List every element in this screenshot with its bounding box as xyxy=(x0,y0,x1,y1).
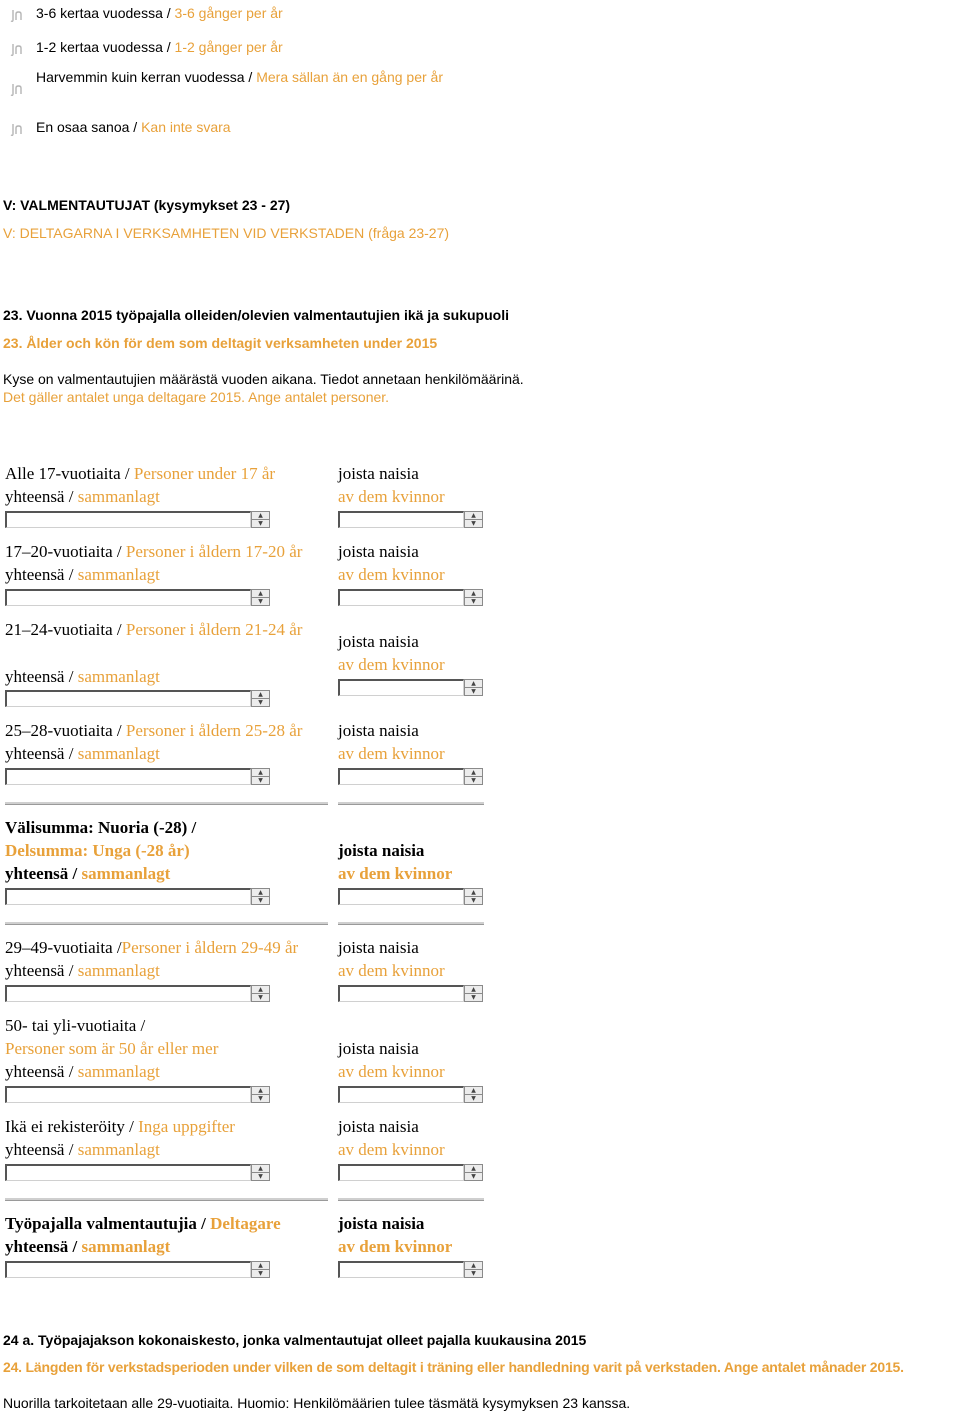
stepper-buttons[interactable] xyxy=(464,888,483,905)
stepper-buttons[interactable] xyxy=(251,690,270,707)
decrement-icon[interactable]: ▼ xyxy=(258,994,263,1001)
divider xyxy=(5,802,328,805)
women-label: joista naisia av dem kvinnor xyxy=(338,1039,445,1081)
divider xyxy=(5,1198,328,1201)
stepper-buttons[interactable] xyxy=(464,768,483,785)
increment-icon[interactable]: ▲ xyxy=(252,512,269,520)
decrement-icon[interactable]: ▼ xyxy=(258,897,263,904)
women-stepper[interactable] xyxy=(338,511,483,528)
women-label: joista naisia av dem kvinnor xyxy=(338,1117,445,1159)
total-stepper[interactable] xyxy=(5,690,270,707)
question-note-sv: Det gäller antalet unga deltagare 2015. Ange antalet personer. xyxy=(3,389,390,405)
increment-icon[interactable]: ▲ xyxy=(465,769,482,777)
age-group-label: 50- tai yli-vuotiaita / Personer som är 50 år eller mer yhteensä / sammanlagt xyxy=(5,1016,219,1081)
increment-icon[interactable]: ▲ xyxy=(252,1165,269,1173)
total-input[interactable] xyxy=(5,1086,251,1103)
women-stepper[interactable] xyxy=(338,1086,483,1103)
radio-label: En osaa sanoa / Kan inte svara xyxy=(36,119,231,135)
women-stepper[interactable] xyxy=(338,1261,483,1278)
increment-icon[interactable]: ▲ xyxy=(252,1087,269,1095)
stepper-buttons[interactable] xyxy=(464,1086,483,1103)
decrement-icon[interactable]: ▼ xyxy=(258,520,263,527)
increment-icon[interactable]: ▲ xyxy=(465,512,482,520)
stepper-buttons[interactable] xyxy=(464,511,483,528)
increment-icon[interactable]: ▲ xyxy=(465,590,482,598)
stepper-buttons[interactable] xyxy=(251,511,270,528)
decrement-icon[interactable]: ▼ xyxy=(258,1095,263,1102)
subtotal-stepper[interactable] xyxy=(5,888,270,905)
stepper-buttons[interactable] xyxy=(251,1086,270,1103)
stepper-buttons[interactable] xyxy=(251,589,270,606)
women-stepper[interactable] xyxy=(338,679,483,696)
women-stepper[interactable] xyxy=(338,768,483,785)
women-stepper[interactable] xyxy=(338,985,483,1002)
women-stepper[interactable] xyxy=(338,589,483,606)
women-label: joista naisia av dem kvinnor xyxy=(338,542,445,584)
question-title: 24 a. Työpajajakson kokonaiskesto, jonka valmentautujat olleet pajalla kuukausina 2015 xyxy=(3,1332,587,1348)
decrement-icon[interactable]: ▼ xyxy=(258,1173,263,1180)
radio-label: 3-6 kertaa vuodessa / 3-6 gånger per år xyxy=(36,5,283,21)
increment-icon[interactable]: ▲ xyxy=(252,691,269,699)
stepper-buttons[interactable] xyxy=(464,679,483,696)
total-input[interactable] xyxy=(5,589,251,606)
total-stepper[interactable] xyxy=(5,768,270,785)
women-label: joista naisia av dem kvinnor xyxy=(338,464,445,506)
decrement-icon[interactable]: ▼ xyxy=(471,994,476,1001)
radio-icon[interactable] xyxy=(9,41,23,57)
women-input[interactable] xyxy=(338,511,464,528)
age-group-label: Ikä ei rekisteröity / Inga uppgifter yhteensä / sammanlagt xyxy=(5,1117,235,1159)
stepper-buttons[interactable] xyxy=(464,1261,483,1278)
decrement-icon[interactable]: ▼ xyxy=(471,777,476,784)
decrement-icon[interactable]: ▼ xyxy=(258,1270,263,1277)
women-label: joista naisia av dem kvinnor xyxy=(338,1214,453,1256)
subtotal-label: Välisumma: Nuoria (-28) / Delsumma: Unga (-28 år) yhteensä / sammanlagt xyxy=(5,818,197,883)
grand-total-stepper[interactable] xyxy=(5,1261,270,1278)
increment-icon[interactable]: ▲ xyxy=(252,769,269,777)
section-title-sv: V: DELTAGARNA I VERKSAMHETEN VID VERKSTADEN (fråga 23-27) xyxy=(3,225,450,241)
women-input[interactable] xyxy=(338,1261,464,1278)
total-input[interactable] xyxy=(5,1164,251,1181)
women-label: joista naisia av dem kvinnor xyxy=(338,938,445,980)
decrement-icon[interactable]: ▼ xyxy=(258,699,263,706)
women-stepper[interactable] xyxy=(338,888,483,905)
total-input[interactable] xyxy=(5,1261,251,1278)
radio-label: 1-2 kertaa vuodessa / 1-2 gånger per år xyxy=(36,39,283,55)
section-title: V: VALMENTAUTUJAT (kysymykset 23 - 27) xyxy=(3,197,291,213)
total-label: yhteensä / sammanlagt xyxy=(5,667,160,686)
divider xyxy=(5,922,328,925)
age-group-label: Alle 17-vuotiaita / Personer under 17 år yhteensä / sammanlagt xyxy=(5,464,276,506)
increment-icon[interactable]: ▲ xyxy=(465,680,482,688)
divider xyxy=(338,922,484,925)
total-stepper[interactable] xyxy=(5,511,270,528)
total-input[interactable] xyxy=(5,511,251,528)
decrement-icon[interactable]: ▼ xyxy=(471,1270,476,1277)
women-input[interactable] xyxy=(338,1086,464,1103)
decrement-icon[interactable]: ▼ xyxy=(471,598,476,605)
women-label: joista naisia av dem kvinnor xyxy=(338,632,445,674)
total-stepper[interactable] xyxy=(5,1164,270,1181)
increment-icon[interactable]: ▲ xyxy=(465,1087,482,1095)
total-input[interactable] xyxy=(5,985,251,1002)
stepper-buttons[interactable] xyxy=(464,589,483,606)
women-input[interactable] xyxy=(338,679,464,696)
grand-total-label: Työpajalla valmentautujia / Deltagare yhteensä / sammanlagt xyxy=(5,1214,281,1256)
increment-icon[interactable]: ▲ xyxy=(252,590,269,598)
radio-icon[interactable] xyxy=(9,81,23,97)
stepper-buttons[interactable] xyxy=(251,768,270,785)
decrement-icon[interactable]: ▼ xyxy=(471,1095,476,1102)
stepper-buttons[interactable] xyxy=(464,985,483,1002)
increment-icon[interactable]: ▲ xyxy=(252,1262,269,1270)
stepper-buttons[interactable] xyxy=(251,888,270,905)
women-label: joista naisia av dem kvinnor xyxy=(338,841,453,883)
radio-icon[interactable] xyxy=(9,7,23,23)
age-group-label: 25–28-vuotiaita / Personer i åldern 25-28 år yhteensä / sammanlagt xyxy=(5,721,303,763)
decrement-icon[interactable]: ▼ xyxy=(258,777,263,784)
women-label: joista naisia av dem kvinnor xyxy=(338,721,445,763)
women-input[interactable] xyxy=(338,1164,464,1181)
increment-icon[interactable]: ▲ xyxy=(465,889,482,897)
radio-label: Harvemmin kuin kerran vuodessa / Mera sällan än en gång per år xyxy=(36,69,443,85)
increment-icon[interactable]: ▲ xyxy=(252,986,269,994)
decrement-icon[interactable]: ▼ xyxy=(471,897,476,904)
question-title-sv: 23. Ålder och kön för dem som deltagit verksamheten under 2015 xyxy=(3,335,438,351)
stepper-buttons[interactable] xyxy=(464,1164,483,1181)
total-stepper[interactable] xyxy=(5,589,270,606)
question-note: Kyse on valmentautujien määrästä vuoden aikana. Tiedot annetaan henkilömäärinä. xyxy=(3,371,524,387)
stepper-buttons[interactable] xyxy=(251,1261,270,1278)
age-group-label: 21–24-vuotiaita / Personer i åldern 21-24 år xyxy=(5,620,303,639)
question-title: 23. Vuonna 2015 työpajalla olleiden/olevien valmentautujien ikä ja sukupuoli xyxy=(3,307,509,323)
divider xyxy=(338,802,484,805)
question-note: Nuorilla tarkoitetaan alle 29-vuotiaita. Huomio: Henkilömäärien tulee täsmätä kysymyksen 23 kanssa. xyxy=(3,1395,631,1411)
divider xyxy=(338,1198,484,1201)
stepper-buttons[interactable] xyxy=(251,1164,270,1181)
women-input[interactable] xyxy=(338,589,464,606)
radio-icon[interactable] xyxy=(9,121,23,137)
total-input[interactable] xyxy=(5,768,251,785)
decrement-icon[interactable]: ▼ xyxy=(258,598,263,605)
women-input[interactable] xyxy=(338,888,464,905)
increment-icon[interactable]: ▲ xyxy=(252,889,269,897)
stepper-buttons[interactable] xyxy=(251,985,270,1002)
age-group-label: 17–20-vuotiaita / Personer i åldern 17-20 år yhteensä / sammanlagt xyxy=(5,542,303,584)
question-title-sv: 24. Längden för verkstadsperioden under vilken de som deltagit i träning eller handledning varit på verkstaden. Ange antalet månader 2015. xyxy=(3,1359,904,1375)
decrement-icon[interactable]: ▼ xyxy=(471,520,476,527)
women-stepper[interactable] xyxy=(338,1164,483,1181)
increment-icon[interactable]: ▲ xyxy=(465,1262,482,1270)
women-input[interactable] xyxy=(338,985,464,1002)
increment-icon[interactable]: ▲ xyxy=(465,986,482,994)
increment-icon[interactable]: ▲ xyxy=(465,1165,482,1173)
total-stepper[interactable] xyxy=(5,985,270,1002)
decrement-icon[interactable]: ▼ xyxy=(471,1173,476,1180)
women-input[interactable] xyxy=(338,768,464,785)
decrement-icon[interactable]: ▼ xyxy=(471,688,476,695)
total-input[interactable] xyxy=(5,690,251,707)
total-stepper[interactable] xyxy=(5,1086,270,1103)
age-group-label: 29–49-vuotiaita /Personer i åldern 29-49 år yhteensä / sammanlagt xyxy=(5,938,299,980)
total-input[interactable] xyxy=(5,888,251,905)
